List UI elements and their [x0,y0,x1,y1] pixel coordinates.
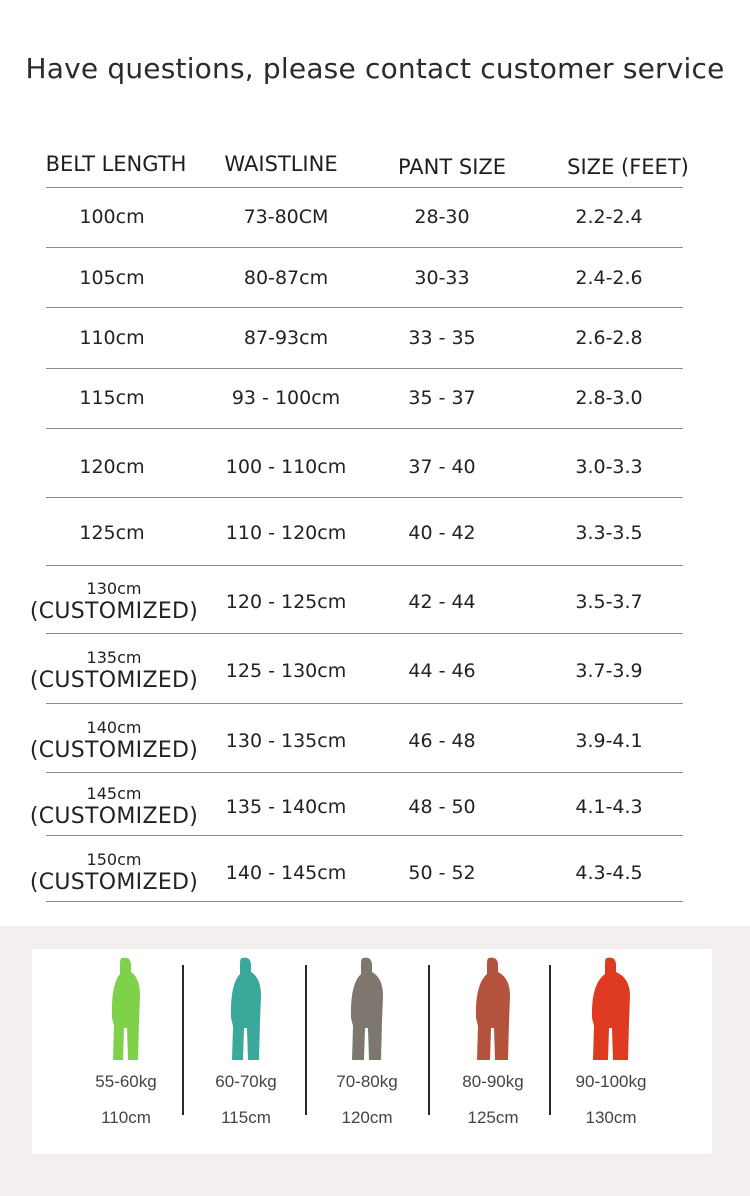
cell-size-feet: 3.5-3.7 [575,591,643,613]
row-divider [46,497,683,498]
row-divider [46,633,683,634]
cell-pant-size: 35 - 37 [408,387,476,409]
person-figure-icon [106,956,146,1064]
cell-belt-length: 110cm [79,327,145,349]
weight-range-label: 55-60kg [95,1072,157,1091]
belt-length-label: 115cm [221,1108,271,1127]
cell-waistline: 130 - 135cm [225,730,347,752]
cell-pant-size: 37 - 40 [408,456,476,478]
belt-length-value: 145cm [86,784,142,803]
cell-belt-length [30,579,198,625]
customized-label: (CUSTOMIZED) [29,738,199,763]
cell-belt-length [30,784,198,830]
person-figure-icon [347,956,387,1064]
person-figure-icon [226,956,266,1064]
cell-pant-size: 40 - 42 [408,522,476,544]
cell-size-feet: 3.7-3.9 [575,660,643,682]
cell-belt-length: 115cm [79,387,145,409]
belt-length-label: 125cm [467,1108,519,1127]
cell-size-feet: 2.4-2.6 [575,267,643,289]
page-title: Have questions, please contact customer service [25,52,725,85]
header-divider [46,187,683,188]
customized-label: (CUSTOMIZED) [29,599,199,624]
column-separator [182,965,184,1115]
belt-length-label: 120cm [341,1108,393,1127]
cell-pant-size: 30-33 [414,267,470,289]
belt-length-value: 135cm [86,648,142,667]
cell-size-feet: 3.0-3.3 [575,456,643,478]
cell-size-feet: 2.8-3.0 [575,387,643,409]
row-divider [46,703,683,704]
cell-pant-size: 44 - 46 [408,660,476,682]
weight-range-label: 90-100kg [575,1072,647,1091]
belt-length-label: 130cm [585,1108,637,1127]
cell-pant-size: 28-30 [414,206,470,228]
row-divider [46,428,683,429]
cell-pant-size: 50 - 52 [408,862,476,884]
cell-waistline: 93 - 100cm [231,387,341,409]
customized-label: (CUSTOMIZED) [29,804,199,829]
cell-waistline: 73-80CM [243,206,329,228]
cell-waistline: 80-87cm [243,267,329,289]
cell-size-feet: 4.3-4.5 [575,862,643,884]
header-waistline: WAISTLINE [224,152,338,176]
row-divider [46,368,683,369]
person-figure-icon [473,956,513,1064]
cell-belt-length [30,718,198,764]
cell-waistline: 125 - 130cm [225,660,347,682]
cell-waistline: 100 - 110cm [225,456,347,478]
cell-belt-length: 105cm [79,267,145,289]
cell-waistline: 120 - 125cm [225,591,347,613]
cell-size-feet: 3.9-4.1 [575,730,643,752]
cell-size-feet: 4.1-4.3 [575,796,643,818]
row-divider [46,247,683,248]
header-belt-length: BELT LENGTH [45,152,187,176]
cell-belt-length: 120cm [79,456,145,478]
row-divider [46,565,683,566]
cell-belt-length: 125cm [79,522,145,544]
cell-belt-length: 100cm [79,206,145,228]
cell-pant-size: 33 - 35 [408,327,476,349]
belt-length-value: 130cm [86,579,142,598]
cell-pant-size: 42 - 44 [408,591,476,613]
weight-range-label: 70-80kg [336,1072,398,1091]
column-separator [428,965,430,1115]
row-divider [46,835,683,836]
column-separator [305,965,307,1115]
customized-label: (CUSTOMIZED) [29,870,199,895]
row-divider [46,772,683,773]
row-divider [46,307,683,308]
header-size-feet: SIZE (FEET) [567,155,689,179]
weight-range-label: 80-90kg [462,1072,524,1091]
cell-pant-size: 46 - 48 [408,730,476,752]
belt-length-value: 140cm [86,718,142,737]
weight-range-label: 60-70kg [215,1072,277,1091]
belt-length-value: 150cm [86,850,142,869]
cell-pant-size: 48 - 50 [408,796,476,818]
row-divider [46,901,683,902]
cell-size-feet: 3.3-3.5 [575,522,643,544]
belt-length-label: 110cm [101,1108,151,1127]
cell-waistline: 135 - 140cm [225,796,347,818]
cell-belt-length [30,850,198,896]
cell-size-feet: 2.2-2.4 [575,206,643,228]
header-pant-size: PANT SIZE [397,155,507,179]
cell-waistline: 110 - 120cm [225,522,347,544]
customized-label: (CUSTOMIZED) [29,668,199,693]
cell-size-feet: 2.6-2.8 [575,327,643,349]
cell-belt-length [30,648,198,694]
cell-waistline: 140 - 145cm [225,862,347,884]
column-separator [549,965,551,1115]
person-figure-icon [591,956,631,1064]
cell-waistline: 87-93cm [243,327,329,349]
